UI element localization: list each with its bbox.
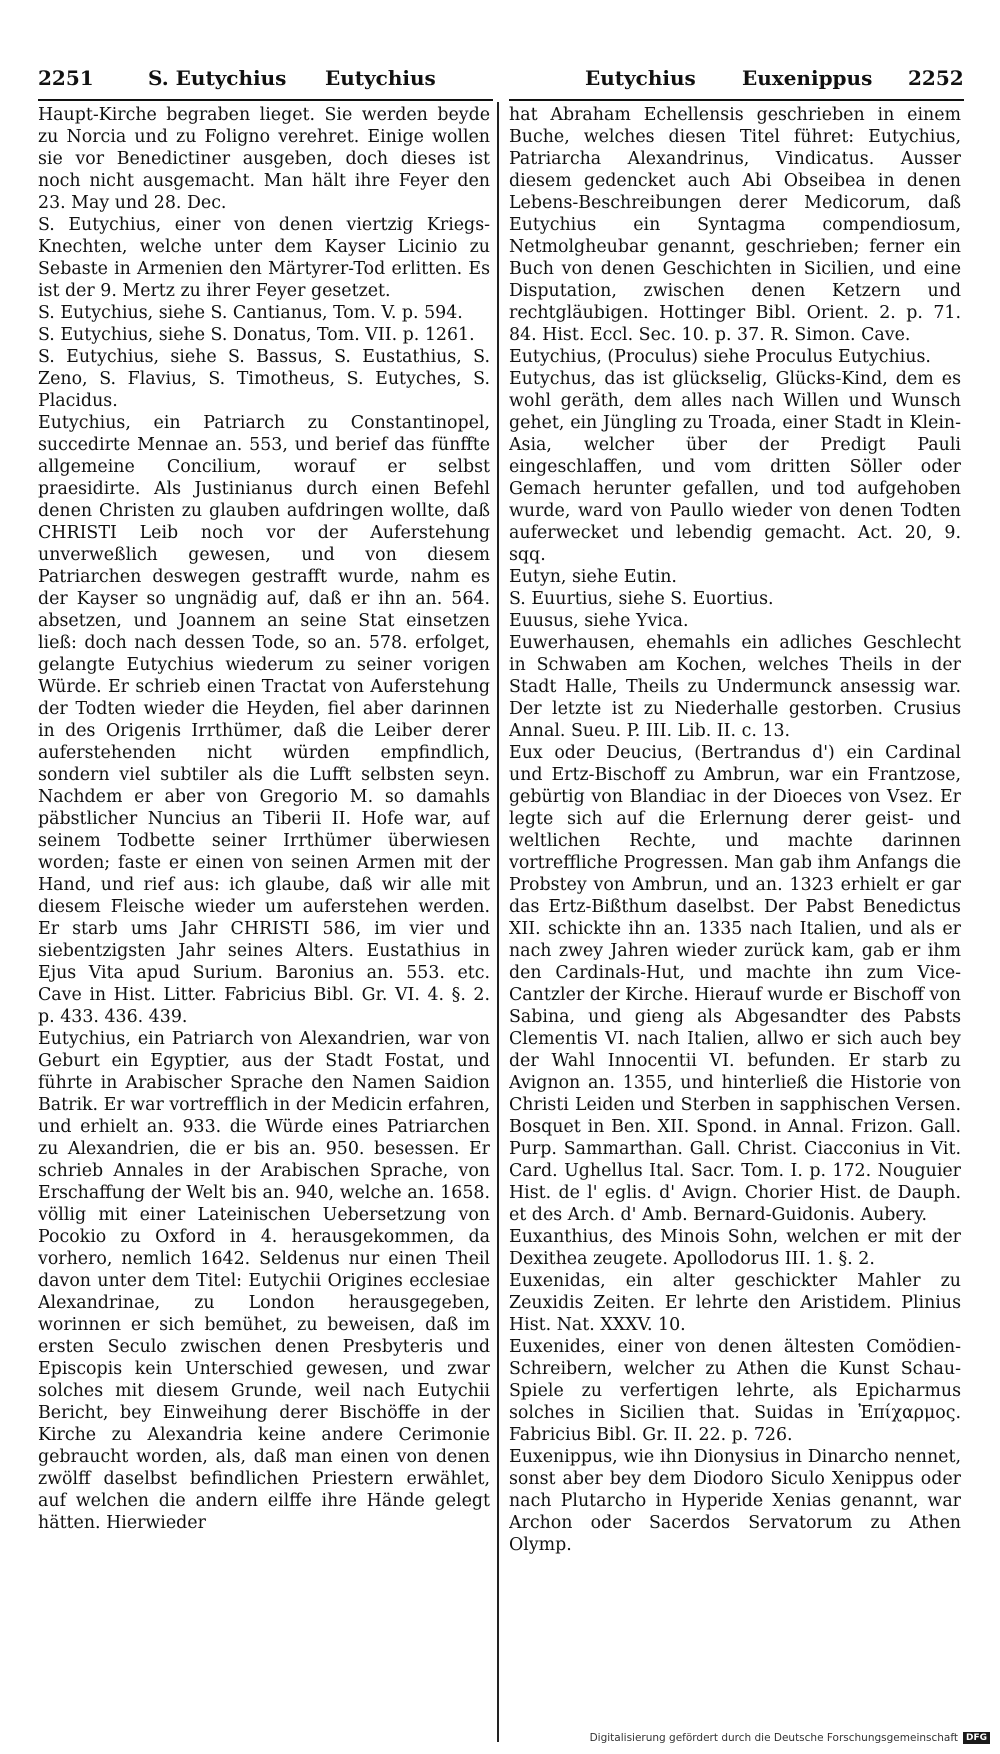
entry-paragraph: S. Eutychius, siehe S. Donatus, Tom. VII. p. 1261. (38, 325, 475, 345)
entry-paragraph: S. Eutychius, siehe S. Bassus, S. Eustathius, S. Zeno, S. Flavius, S. Timotheus, S. Eutyches, S. Placidus. (38, 347, 490, 411)
entry-paragraph: Euxanthius, des Minois Sohn, welchen er mit der Dexithea zeugete. Apollodorus III. 1. §. 2. (509, 1227, 961, 1269)
entry-paragraph: Euwerhausen, ehemahls ein adliches Geschlecht in Schwaben am Kochen, welches Theils in der Stadt Halle, Theils zu Undermunck ansessig war. Der letzte ist zu Niederhalle gestorben. Crusius Annal. Sueu. P. III. Lib. II. c. 13. (509, 633, 961, 741)
entry-paragraph: S. Eutychius, einer von denen viertzig Kriegs-Knechten, welche unter dem Kayser Licinio zu Sebaste in Armenien den Märtyrer-Tod erlitten. Es ist der 9. Mertz zu ihrer Feyer gesetzet. (38, 215, 490, 301)
left-column (38, 104, 490, 1744)
left-headword-first: S. Eutychius (148, 66, 287, 90)
entry-paragraph: hat Abraham Echellensis geschrieben in einem Buche, welches diesen Titel führet: Eutychius, Patriarcha Alexandrinus, Vindicatus. Ausser diesem gedencket auch Abi Obseibea in denen Lebens-Beschreibungen derer Medicorum, daß Eutychius ein Syntagma compendiosum, Netmolgheubar genannt, geschrieben; ferner ein Buch von denen Geschichten in Sicilien, und eine Disputation, zwischen denen Ketzern und rechtgläubigen. Hottinger Bibl. Orient. 2. p. 71. 84. Hist. Eccl. Sec. 10. p. 37. R. Simon. Cave. (509, 105, 961, 345)
header-rule-right (509, 99, 964, 101)
column-divider (497, 102, 499, 1742)
dfg-logo: DFG (963, 1732, 990, 1744)
left-page-number: 2251 (38, 66, 94, 90)
right-column (509, 104, 961, 1744)
entry-paragraph: Euxenidas, ein alter geschickter Mahler zu Zeuxidis Zeiten. Er lehrte den Aristidem. Plinius Hist. Nat. XXXV. 10. (509, 1271, 961, 1335)
running-header (0, 66, 1000, 98)
entry-paragraph: Eutyn, siehe Eutin. (509, 567, 677, 587)
entry-paragraph: S. Eutychius, siehe S. Cantianus, Tom. V. p. 594. (38, 303, 463, 323)
digitization-footer (590, 1732, 990, 1744)
left-headword-last: Eutychius (325, 66, 436, 90)
funding-note: Digitalisierung gefördert durch die Deutsche Forschungsgemeinschaft (589, 1732, 958, 1744)
entry-paragraph: Eutychus, das ist glückselig, Glücks-Kind, dem es wohl geräth, dem alles nach Willen und Wunsch gehet, ein Jüngling zu Troada, einer Stadt in Klein-Asia, welcher über der Predigt Pauli eingeschlaffen, und vom dritten Söller oder Gemach herunter gefallen, und tod aufgehoben wurde, ward von Paullo wieder von denen Todten auferwecket und lebendig gemacht. Act. 20, 9. sqq. (509, 369, 961, 565)
header-rule-left (38, 99, 493, 101)
entry-paragraph: S. Euurtius, siehe S. Euortius. (509, 589, 774, 609)
entry-paragraph: Eux oder Deucius, (Bertrandus d') ein Cardinal und Ertz-Bischoff zu Ambrun, war ein Frantzose, gebürtig von Blandiac in der Dioeces von Vsez. Er legte sich auf die Erlernung derer geist- und weltlichen Rechte, und machte darinnen vortreffliche Progressen. Man gab ihm Anfangs die Probstey von Ambrun, und an. 1323 erhielt er gar das Ertz-Bißthum daselbst. Der Pabst Benedictus XII. schickte ihn an. 1335 nach Italien, und als er nach zwey Jahren wieder zurück kam, gab er ihm den Cardinals-Hut, und machte ihn zum Vice-Cantzler der Kirche. Hierauf wurde er Bischoff von Sabina, und gieng als Abgesandter des Pabsts Clementis VI. nach Italien, allwo er sich auch bey der Wahl Innocentii VI. befunden. Er starb zu Avignon an. 1355, und hinterließ die Historie von Christi Leiden und Sterben in sapphischen Versen. Bosquet in Ben. XII. Spond. in Annal. Frizon. Gall. Purp. Sammarthan. Gall. Christ. Ciacconius in Vit. Card. Ughellus Ital. Sacr. Tom. I. p. 172. Nouguier Hist. de l' eglis. d' Avign. Chorier Hist. de Dauph. et des Arch. d' Amb. Bernard-Guidonis. Aubery. (509, 743, 961, 1225)
entry-paragraph: Euxenippus, wie ihn Dionysius in Dinarcho nennet, sonst aber bey dem Diodoro Siculo Xenippus oder nach Plutarcho in Hyperide Xenias genannt, war Archon oder Sacerdos Servatorum zu Athen Olymp. (509, 1447, 961, 1555)
entry-paragraph: Eutychius, ein Patriarch von Alexandrien, war von Geburt ein Egyptier, aus der Stadt Fostat, und führte in Arabischer Sprache den Namen Saidion Batrik. Er war vortrefflich in der Medicin erfahren, und erhielt an. 933. die Würde eines Patriarchen zu Alexandrien, die er bis an. 950. besessen. Er schrieb Annales in der Arabischen Sprache, von Erschaffung der Welt bis an. 940, welche an. 1658. völlig mit einer Lateinischen Uebersetzung von Pocokio zu Oxford in 4. herausgekommen, da vorhero, nemlich 1642. Seldenus nur einen Theil davon unter dem Titel: Eutychii Origines ecclesiae Alexandrinae, zu London herausgegeben, worinnen er sich bemühet, zu beweisen, daß im ersten Seculo zwischen denen Presbyteris und Episcopis kein Unterschied gewesen, und zwar solches mit diesem Grunde, weil nach Eutychii Bericht, bey Einweihung derer Bischöffe in der Kirche zu Alexandria keine andere Cerimonie gebraucht worden, als, daß man einen von denen zwölff daselbst befindlichen Priestern erwählet, auf welchen die andern eilffe ihre Hände gelegt hätten. Hierwieder (38, 1029, 490, 1533)
entry-paragraph: Haupt-Kirche begraben lieget. Sie werden beyde zu Norcia und zu Foligno verehret. Einige wollen sie vor Benedictiner ausgeben, doch dieses ist noch nicht ausgemacht. Man hält ihre Feyer den 23. May und 28. Dec. (38, 105, 490, 213)
entry-paragraph: Eutychius, (Proculus) siehe Proculus Eutychius. (509, 347, 931, 367)
entry-paragraph: Eutychius, ein Patriarch zu Constantinopel, succedirte Mennae an. 553, und berief das fünffte allgemeine Concilium, worauf er selbst praesidirte. Als Justinianus durch einen Befehl denen Christen zu glauben aufdringen wollte, daß CHRISTI Leib noch vor der Auferstehung unverweßlich gewesen, und von diesem Patriarchen deswegen gestrafft wurde, nahm es der Kayser so ungnädig auf, daß er ihn an. 564. absetzen, und Joannem an seine Stat einsetzen ließ: doch nach dessen Tode, so an. 578. erfolget, gelangte Eutychius wiederum zu seiner vorigen Würde. Er schrieb einen Tractat von Auferstehung der Todten wieder die Heyden, fiel aber darinnen in des Origenis Irrthümer, daß die Leiber derer auferstehenden nicht würden empfindlich, sondern viel subtiler als die Lufft selbsten seyn. Nachdem er aber von Gregorio M. so damahls päbstlicher Nuncius an Tiberii II. Hofe war, auf seinem Todbette seiner Irrthümer überwiesen worden; faste er einen von seinen Armen mit der Hand, und rief aus: ich glaube, daß wir alle mit diesem Fleische wieder um auferstehen werden. Er starb ums Jahr CHRISTI 586, im vier und siebentzigsten Jahr seines Alters. Eustathius in Ejus Vita apud Surium. Baronius an. 553. etc. Cave in Hist. Litter. Fabricius Bibl. Gr. VI. 4. §. 2. p. 433. 436. 439. (38, 413, 490, 1027)
right-headword-last: Euxenippus (742, 66, 873, 90)
right-headword-first: Eutychius (585, 66, 696, 90)
right-page-number: 2252 (908, 66, 964, 90)
entry-paragraph: Euxenides, einer von denen ältesten Comödien-Schreibern, welcher zu Athen die Kunst Schau-Spiele zu verfertigen lehrte, als Epicharmus solches in Sicilien that. Suidas in Ἐπίχαρμος. Fabricius Bibl. Gr. II. 22. p. 726. (509, 1337, 961, 1445)
entry-paragraph: Euusus, siehe Yvica. (509, 611, 689, 631)
